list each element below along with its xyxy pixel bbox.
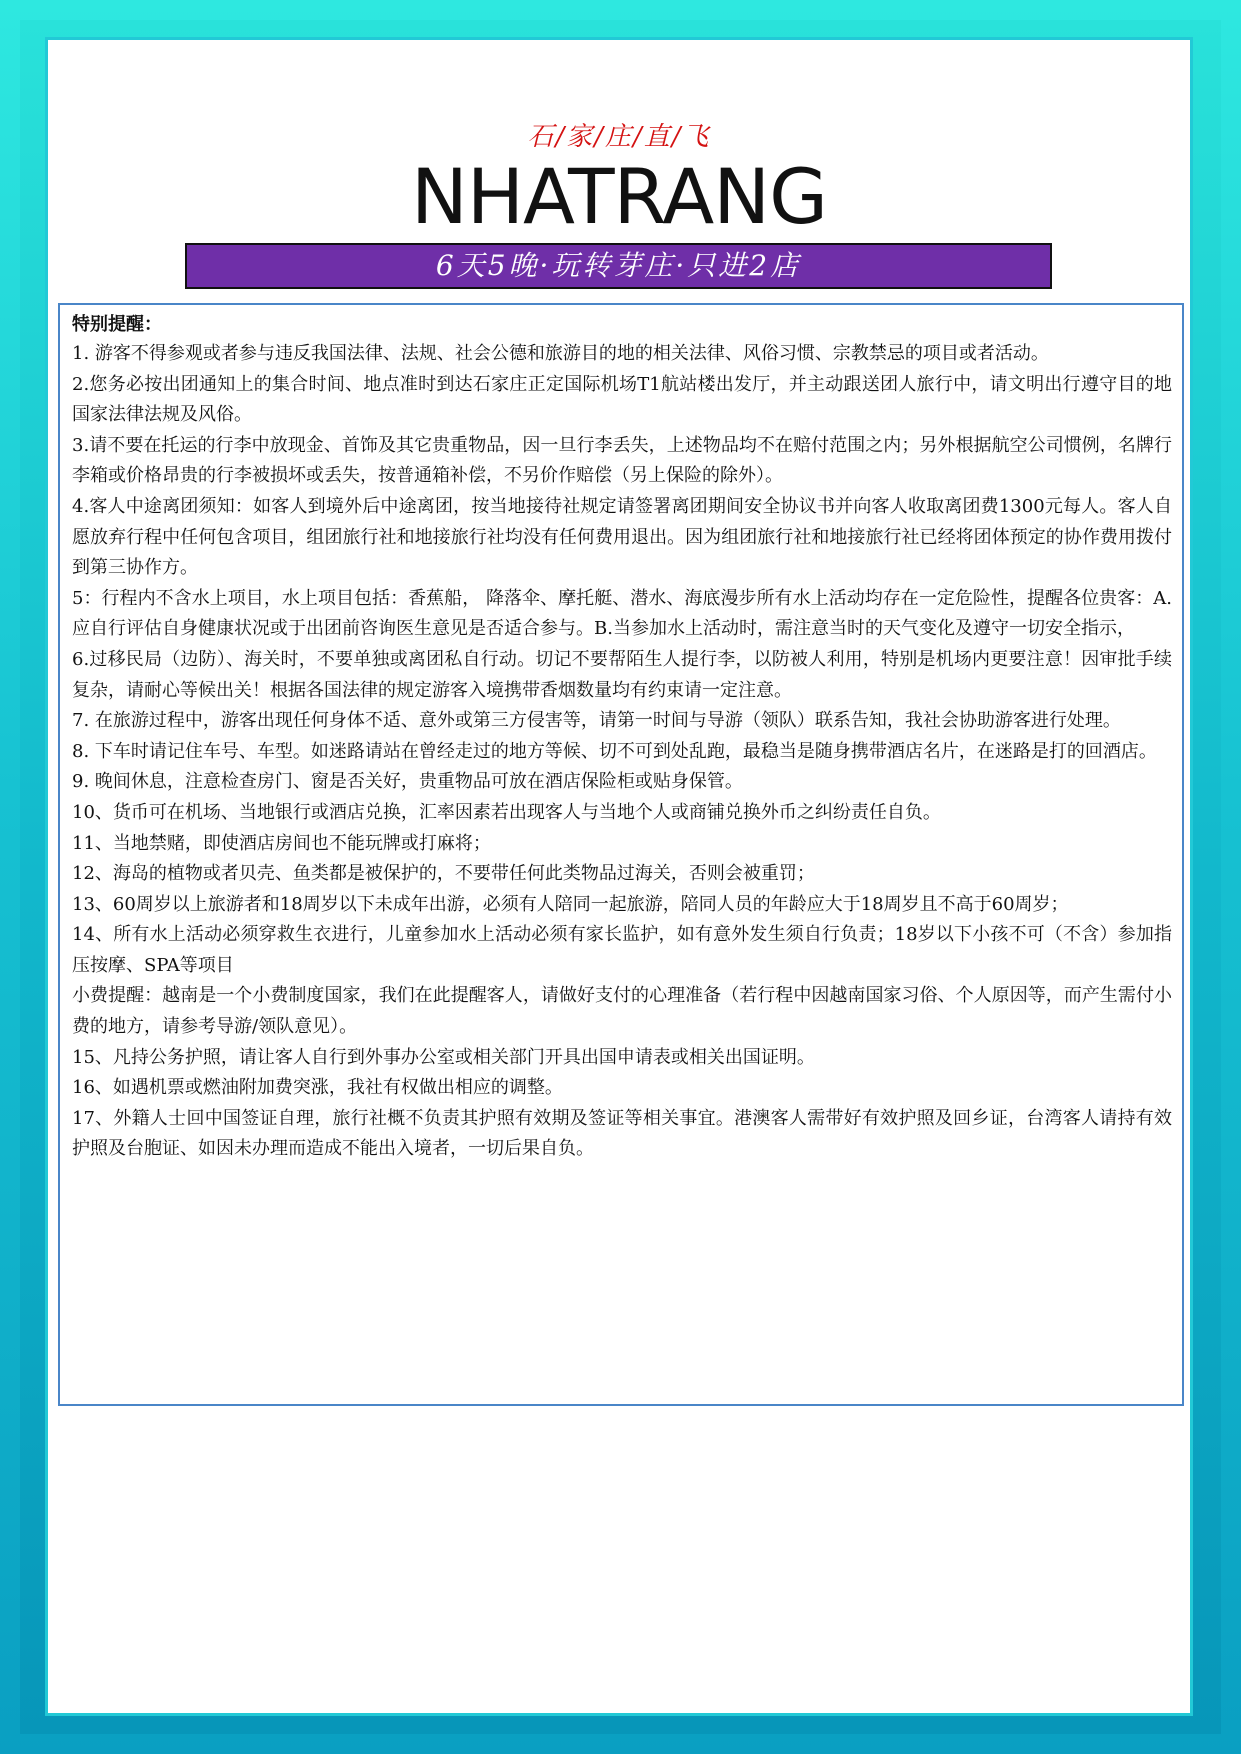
notice-title: 特别提醒： [72,314,162,335]
notice-item: 12、海岛的植物或者贝壳、鱼类都是被保护的，不要带任何此类物品过海关，否则会被重罚； [72,863,815,885]
notice-item: 3.请不要在托运的行李中放现金、首饰及其它贵重物品，因一旦行李丢失，上述物品均不在赔付范围之内；另外根据航空公司惯例，名牌行李箱或价格昂贵的行李被损坏或丢失，按普通箱补偿，不另价作赔偿（另上保险的除外）。 [72,434,1172,487]
notice-item: 6.过移民局（边防）、海关时，不要单独或离团私自行动。切记不要帮陌生人提行李，以防被人利用，特别是机场内更要注意！因审批手续复杂，请耐心等候出关！根据各国法律的规定游客入境携带香烟数量均有约束请一定注意。 [72,648,1172,701]
document-sheet [45,37,1193,1716]
notice-item: 9. 晚间休息，注意检查房门、窗是否关好，贵重物品可放在酒店保险柜或贴身保管。 [72,771,743,793]
notice-list [72,339,1172,1165]
notice-item: 11、当地禁赌，即使酒店房间也不能玩牌或打麻将； [72,832,491,854]
notice-item: 小费提醒：越南是一个小费制度国家，我们在此提醒客人，请做好支付的心理准备（若行程中因越南国家习俗、个人原因等，而产生需付小费的地方，请参考导游/领队意见）。 [72,985,1172,1038]
notice-item: 1. 游客不得参观或者参与违反我国法律、法规、社会公德和旅游目的地的相关法律、风俗习惯、宗教禁忌的项目或者活动。 [72,343,1049,364]
notice-box [58,303,1184,1406]
route-subtitle: 石/家/庄/直/飞 [527,122,711,152]
notice-item: 10、货币可在机场、当地银行或酒店兑换，汇率因素若出现客人与当地个人或商铺兑换外币之纠纷责任自负。 [72,801,941,823]
notice-item: 4.客人中途离团须知：如客人到境外后中途离团，按当地接待社规定请签署离团期间安全协议书并向客人收取离团费1300元每人。客人自愿放弃行程中任何包含项目，组团旅行社和地接旅行社均没有任何费用退出。因为组团旅行社和地接旅行社已经将团体预定的协作费用拨付到第三协作方。 [72,495,1172,579]
tour-title-banner: 6天5晚·玩转芽庄·只进2店 [185,243,1052,289]
notice-item: 16、如遇机票或燃油附加费突涨，我社有权做出相应的调整。 [72,1077,563,1099]
notice-item: 5：行程内不含水上项目，水上项目包括：香蕉船， 降落伞、摩托艇、潜水、海底漫步所有水上活动均存在一定危险性，提醒各位贵客：A.应自行评估自身健康状况或于出团前咨询医生意见是否适合参与。B.当参加水上活动时，需注意当时的天气变化及遵守一切安全指示， [72,587,1172,640]
notice-item: 13、60周岁以上旅游者和18周岁以下未成年出游，必须有人陪同一起旅游，陪同人员的年龄应大于18周岁且不高于60周岁； [72,893,1069,915]
notice-item: 7. 在旅游过程中，游客出现任何身体不适、意外或第三方侵害等，请第一时间与导游（领队）联系告知，我社会协助游客进行处理。 [72,710,1121,732]
notice-item: 2.您务必按出团通知上的集合时间、地点准时到达石家庄正定国际机场T1航站楼出发厅，并主动跟送团人旅行中，请文明出行遵守目的地国家法律法规及风俗。 [72,373,1172,426]
notice-item: 14、所有水上活动必须穿救生衣进行，儿童参加水上活动必须有家长监护，如有意外发生须自行负责；18岁以下小孩不可（不含）参加指压按摩、SPA等项目 [72,924,1172,976]
notice-item: 17、外籍人士回中国签证自理，旅行社概不负责其护照有效期及签证等相关事宜。港澳客人需带好有效护照及回乡证，台湾客人请持有效护照及台胞证、如因未办理而造成不能出入境者，一切后果自负。 [72,1107,1172,1160]
destination-title: NHATRANG [411,152,827,241]
notice-item: 8. 下车时请记住车号、车型。如迷路请站在曾经走过的地方等候、切不可到处乱跑，最稳当是随身携带酒店名片，在迷路是打的回酒店。 [72,740,1157,762]
notice-item: 15、凡持公务护照，请让客人自行到外事办公室或相关部门开具出国申请表或相关出国证明。 [72,1046,815,1068]
page-frame [20,20,1221,1734]
